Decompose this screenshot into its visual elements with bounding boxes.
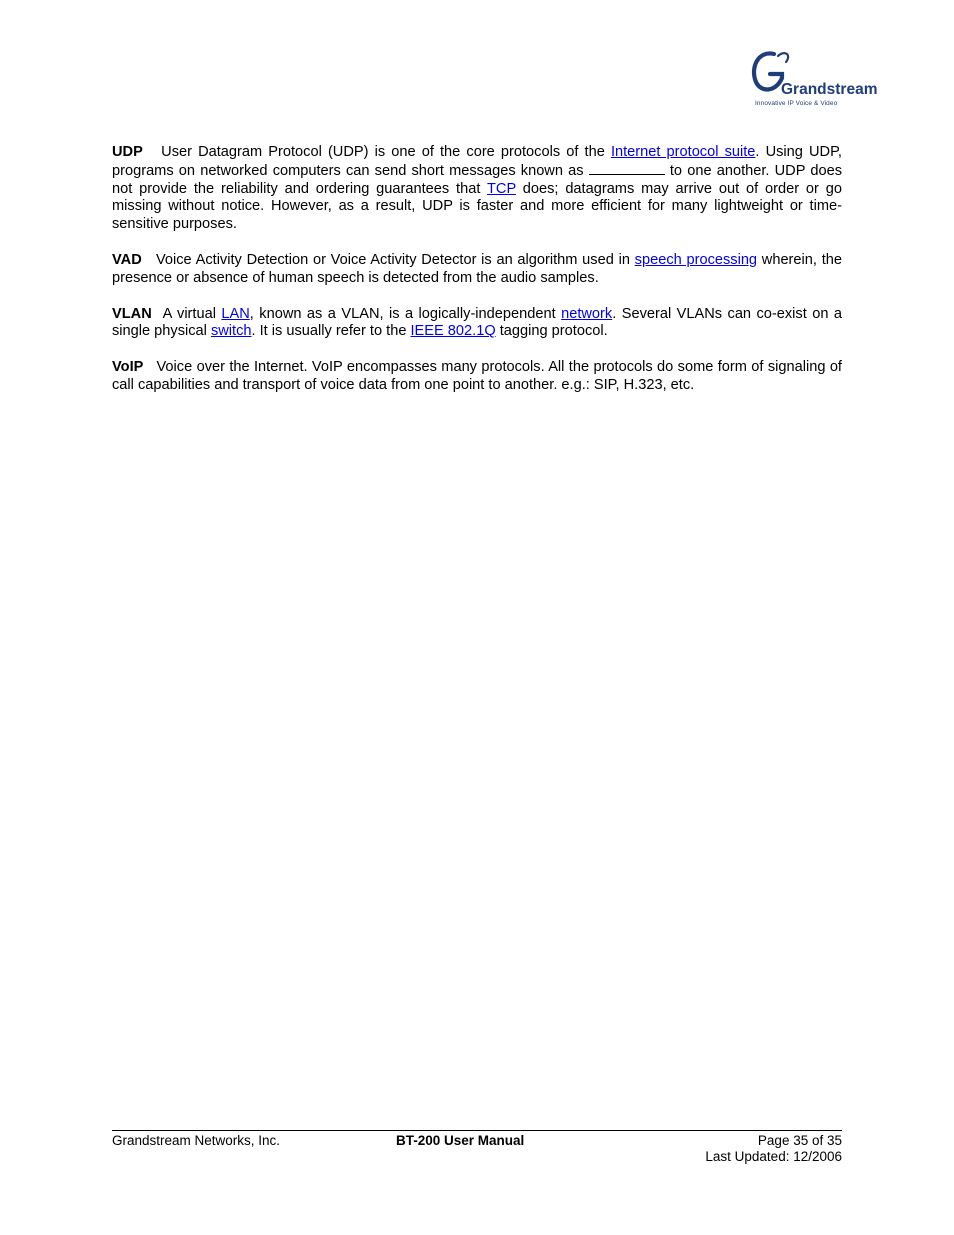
glossary-text: does; datagrams may arrive out of order or go missing without notice. However, as a result, UDP is faster and more efficient for many lightweight or time-sensitive purposes. (112, 180, 842, 233)
glossary-entry-voip (112, 359, 842, 395)
glossary-term: VLAN (112, 305, 152, 322)
glossary-text: User Datagram Protocol (UDP) is one of the core protocols of the (161, 144, 611, 160)
link-switch[interactable]: switch (210, 323, 252, 340)
link-speech-processing[interactable]: speech processing (634, 251, 758, 268)
footer-page-number: Page 35 of 35 (757, 1133, 842, 1148)
glossary-text: Voice Activity Detection or Voice Activity Detector is an algorithm used in (155, 251, 635, 268)
logo-mark-icon (748, 48, 878, 100)
glossary-text: , known as a VLAN, is a logically-independent (249, 305, 562, 322)
glossary-entry-vad (112, 252, 842, 288)
glossary-text: . It is usually refer to the (251, 323, 411, 340)
glossary-entry-vlan (112, 306, 842, 342)
logo-tagline: Innovative IP Voice & Video (755, 100, 838, 107)
blank-underline (589, 162, 665, 175)
footer-divider (112, 1130, 842, 1131)
link-ieee-802-1q[interactable]: IEEE 802.1Q (410, 323, 496, 340)
grandstream-logo (748, 48, 878, 112)
glossary-text: . Using UDP, programs on networked computers can send short messages known as (112, 144, 842, 179)
glossary-term: VAD (112, 251, 142, 268)
glossary-text: A virtual (162, 305, 222, 322)
footer-last-updated: Last Updated: 12/2006 (705, 1149, 842, 1164)
link-network[interactable]: network (561, 305, 613, 322)
footer-page-info (705, 1133, 842, 1165)
glossary-entry-udp (112, 144, 842, 234)
link-lan[interactable]: LAN (221, 305, 250, 322)
glossary-list (112, 144, 842, 413)
glossary-term: VoIP (112, 359, 144, 376)
glossary-text: Voice over the Internet. VoIP encompasses many protocols. All the protocols do some form of signaling of call capabilities and transport of voice data from one point to another. e.g.: SIP, H.323, etc. (112, 359, 842, 393)
glossary-term: UDP (112, 144, 143, 160)
link-internet-protocol-suite[interactable]: Internet protocol suite (610, 144, 756, 160)
footer-manual-title: BT-200 User Manual (396, 1133, 525, 1148)
glossary-text: . Several VLANs can co-exist on a single physical (112, 305, 843, 340)
glossary-text: wherein, the presence or absence of human speech is detected from the audio samples. (112, 251, 842, 286)
glossary-text: tagging protocol. (495, 323, 608, 340)
footer-company: Grandstream Networks, Inc. (112, 1133, 281, 1148)
logo-wordmark: Grandstream (781, 81, 878, 98)
link-tcp[interactable]: TCP (486, 180, 516, 197)
glossary-text: to one another. UDP does not provide the reliability and ordering guarantees that (112, 162, 842, 197)
